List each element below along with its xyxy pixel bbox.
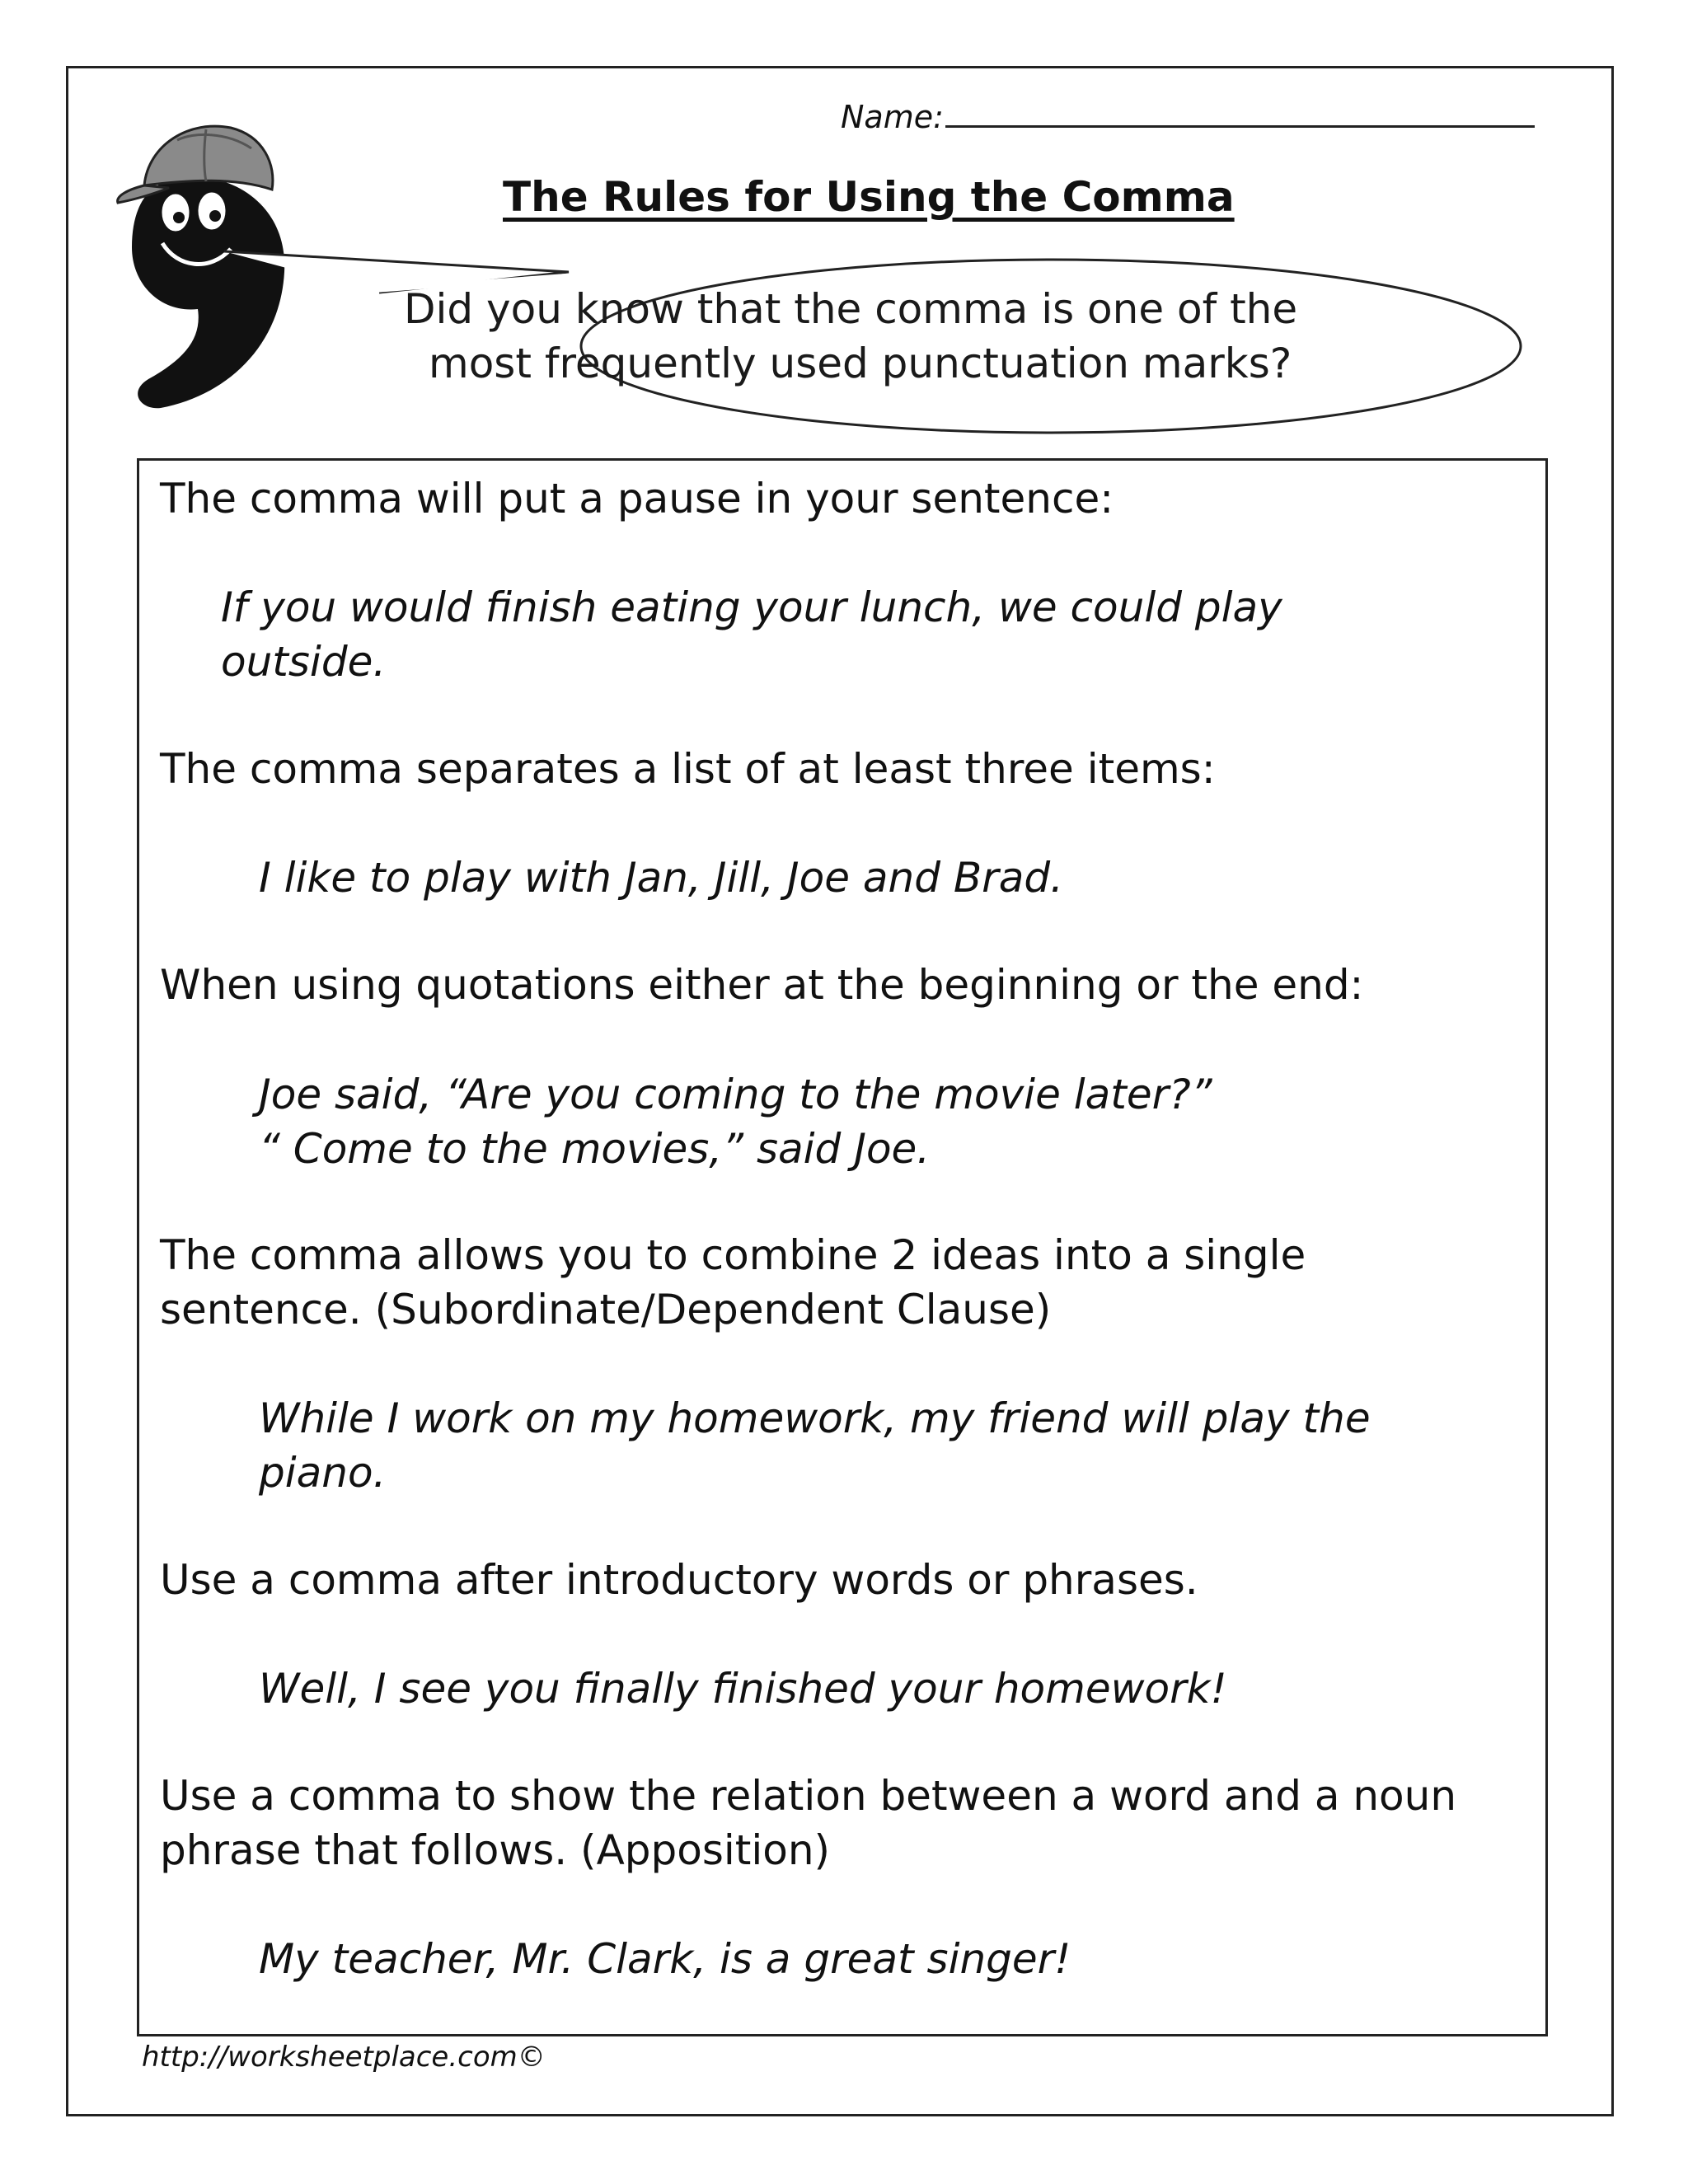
name-field[interactable] (841, 97, 1535, 135)
footer-url[interactable]: http://worksheetplace.com© (142, 2041, 546, 2074)
rule-2-example (259, 851, 1063, 905)
rule-3-example (259, 1067, 1212, 1176)
name-label: Name: (841, 99, 944, 135)
bubble-line-1: Did you know that the comma is one of the (404, 285, 1298, 333)
rule-3-example-line-1: Joe said, “Are you coming to the movie later?” (259, 1071, 1212, 1118)
speech-bubble (0, 0, 1688, 462)
rule-5-text (160, 1553, 1198, 1607)
rule-2-text-line-1: The comma separates a list of at least three items: (160, 745, 1216, 793)
rule-6-text (160, 1769, 1456, 1877)
rule-4-text (160, 1228, 1306, 1337)
rule-4-example-line-1: While I work on my homework, my friend will play the (259, 1394, 1371, 1442)
rule-1-text-line-1: The comma will put a pause in your sentence: (160, 475, 1114, 523)
rule-1-example-line-2: outside. (221, 638, 387, 686)
rule-4-example-line-2: piano. (259, 1449, 387, 1497)
rule-4-text-line-2: sentence. (Subordinate/Dependent Clause) (160, 1286, 1052, 1333)
rule-4-text-line-1: The comma allows you to combine 2 ideas into a single (160, 1231, 1306, 1279)
rule-4-example (259, 1391, 1371, 1500)
rule-6-text-line-2: phrase that follows. (Apposition) (160, 1826, 831, 1874)
rule-1-example (221, 580, 1282, 689)
rule-6-text-line-1: Use a comma to show the relation between a word and a noun (160, 1772, 1457, 1820)
rule-6-example-line-1: My teacher, Mr. Clark, is a great singer! (259, 1935, 1071, 1983)
rule-5-example-line-1: Well, I see you finally finished your homework! (259, 1665, 1227, 1713)
rule-2-text (160, 742, 1216, 796)
name-blank-line[interactable] (945, 97, 1535, 128)
bubble-line-2: most frequently used punctuation marks? (429, 340, 1292, 387)
rule-5-example (259, 1661, 1227, 1716)
rule-6-example (259, 1932, 1071, 1986)
rule-5-text-line-1: Use a comma after introductory words or phrases. (160, 1556, 1198, 1604)
rule-2-example-line-1: I like to play with Jan, Jill, Joe and Brad. (259, 854, 1064, 902)
rule-3-text (160, 958, 1363, 1012)
page-title: The Rules for Using the Comma (503, 173, 1235, 221)
bubble-text (346, 282, 1500, 391)
rule-1-text (160, 471, 1114, 526)
rule-3-example-line-2: “ Come to the movies,” said Joe. (259, 1125, 931, 1173)
rule-1-example-line-1: If you would finish eating your lunch, we could play (221, 583, 1282, 631)
rule-3-text-line-1: When using quotations either at the beginning or the end: (160, 961, 1364, 1009)
